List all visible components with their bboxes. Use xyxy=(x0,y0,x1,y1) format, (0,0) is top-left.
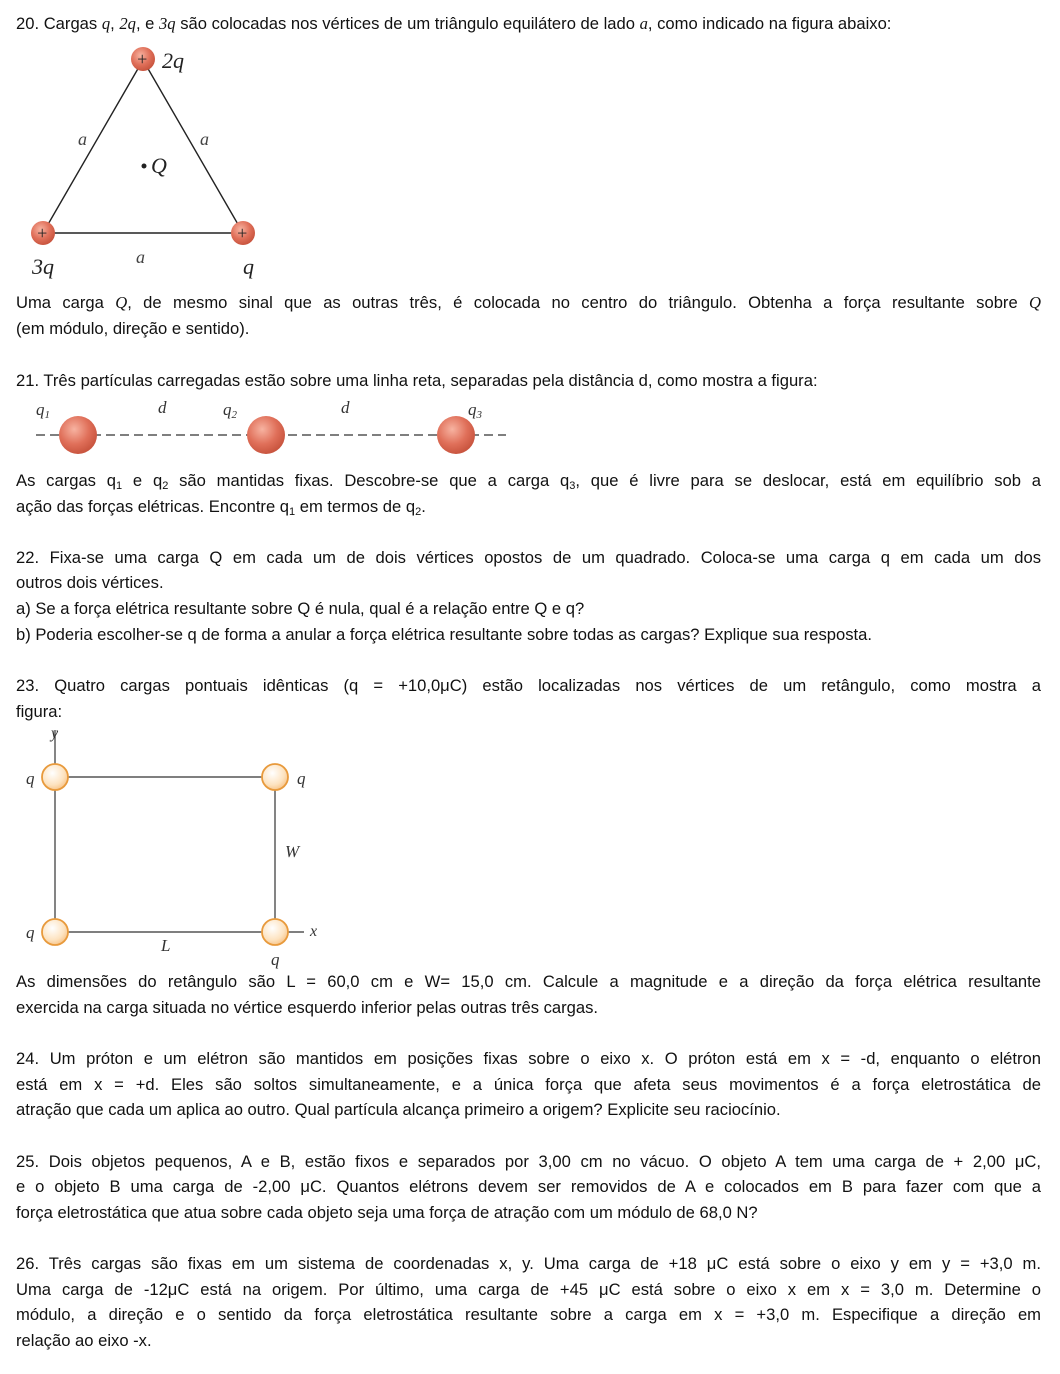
problem-20-intro xyxy=(16,11,1041,37)
problem-23-body-line1: As dimensões do retângulo são L = 60,0 cm e W= 15,0 cm. Calcule a magnitude e a direção da força elétrica resultante xyxy=(16,972,1041,991)
text: Três cargas são fixas em um sistema de coordenadas x, y. Uma carga de +18 μC está sobre o eixo y em y = +3,0 m. xyxy=(48,1254,1041,1273)
label-q-top-right: q xyxy=(297,769,306,788)
label-Q: Q xyxy=(151,153,167,178)
label-q2: q2 xyxy=(223,400,237,421)
text: , que é livre para se deslocar, está em equilíbrio sob a xyxy=(575,471,1041,490)
line-charges-figure xyxy=(16,395,516,465)
problem-24-line1 xyxy=(16,1046,1041,1072)
label-3q: 3q xyxy=(32,254,54,279)
problem-24-line2: está em x = +d. Eles são soltos simultaneamente, e a única força que afeta seus movimentos é a força eletrostática de xyxy=(16,1075,1041,1094)
text: são mantidas fixas. Descobre-se que a carga q xyxy=(168,471,570,490)
charge-q3 xyxy=(437,416,475,454)
text: , de mesmo sinal que as outras três, é colocada no centro do triângulo. Obtenha a força resultante sobre xyxy=(127,293,1030,312)
side-label-left: a xyxy=(78,129,87,149)
text: e q xyxy=(122,471,163,490)
problem-number: 24. xyxy=(16,1049,40,1068)
label-q-top-left: q xyxy=(26,769,35,788)
svg-text:+: + xyxy=(136,49,149,69)
subscript: 1 xyxy=(289,506,296,518)
problem-21-intro xyxy=(16,368,1041,394)
math-Q: Q xyxy=(115,293,128,312)
charge-bottom-left xyxy=(42,919,68,945)
problem-23-body-line2: exercida na carga situada no vértice esquerdo inferior pelas outras três cargas. xyxy=(16,998,599,1017)
distance-label-1: d xyxy=(158,398,167,417)
center-point xyxy=(142,164,147,169)
problem-23-line2: figura: xyxy=(16,702,63,721)
text: . xyxy=(421,497,426,516)
text: Um próton e um elétron são mantidos em posições fixas sobre o eixo x. O próton está em x = -d, enquanto o elétron xyxy=(49,1049,1041,1068)
charge-q2 xyxy=(247,416,285,454)
problem-25-line1 xyxy=(16,1149,1041,1175)
math-2q: 2q xyxy=(119,14,136,33)
problem-26-line2: Uma carga de -12μC está na origem. Por último, uma carga de +45 μC está sobre o eixo x em x = 3,0 m. Determine o xyxy=(16,1280,1041,1299)
svg-text:+: + xyxy=(36,223,49,243)
problem-25-line3: força eletrostática que atua sobre cada objeto seja uma força de atração com um módulo de 68,0 N? xyxy=(16,1203,758,1222)
text: são colocadas nos vértices de um triângulo equilátero de lado xyxy=(175,14,640,33)
axis-y-label: y xyxy=(51,725,59,742)
problem-21-body-line2 xyxy=(16,494,1041,520)
text: em termos de q xyxy=(295,497,416,516)
problem-20-body xyxy=(16,290,1041,316)
problem-26-line4: relação ao eixo -x. xyxy=(16,1331,152,1350)
rectangle-figure xyxy=(16,722,346,972)
problem-22-line2: outros dois vértices. xyxy=(16,573,164,592)
text: Três partículas carregadas estão sobre uma linha reta, separadas pela distância d, como mostra a figura: xyxy=(43,371,818,390)
text: Fixa-se uma carga Q em cada um de dois vértices opostos de um quadrado. Coloca-se uma carga q em cada um dos xyxy=(49,548,1041,567)
problem-number: 22. xyxy=(16,548,40,567)
label-q1: q1 xyxy=(36,400,50,421)
label-L: L xyxy=(161,936,171,955)
text: , como indicado na figura abaixo: xyxy=(647,14,892,33)
triangle-figure xyxy=(16,40,276,285)
text: , e xyxy=(135,14,159,33)
text: Quatro cargas pontuais idênticas (q = +10,0μC) estão localizadas nos vértices de um retângulo, como mostra a xyxy=(54,676,1041,695)
text: , xyxy=(110,14,120,33)
problem-number: 21. xyxy=(16,371,40,390)
label-q-bottom-left: q xyxy=(26,923,35,942)
charge-top-left xyxy=(42,764,68,790)
problem-22-line1 xyxy=(16,545,1041,571)
problem-24-line3: atração que cada um aplica ao outro. Qual partícula alcança primeiro a origem? Explicite seu raciocínio. xyxy=(16,1100,781,1119)
subscript: 1 xyxy=(116,480,123,492)
svg-text:+: + xyxy=(236,223,249,243)
axis-x-label: x xyxy=(310,923,318,940)
charge-left xyxy=(31,221,55,245)
problem-25-line2: e o objeto B uma carga de -2,00 μC. Quantos elétrons devem ser removidos de A e colocados em B para fazer com que a xyxy=(16,1177,1041,1196)
label-q3: q3 xyxy=(468,400,482,421)
text: ação das forças elétricas. Encontre q xyxy=(16,497,290,516)
problem-23-line1 xyxy=(16,673,1041,699)
charge-top-right xyxy=(262,764,288,790)
text: Cargas xyxy=(43,14,102,33)
label-2q: 2q xyxy=(162,48,184,73)
side-label-bottom: a xyxy=(136,247,145,267)
label-q-bottom-right: q xyxy=(271,950,280,969)
problem-20-body-line2: (em módulo, direção e sentido). xyxy=(16,319,250,338)
subscript: 3 xyxy=(569,480,576,492)
text: Dois objetos pequenos, A e B, estão fixos e separados por 3,00 cm no vácuo. O objeto A tem uma carga de + 2,00 μC, xyxy=(48,1152,1041,1171)
problem-21-body xyxy=(16,468,1041,494)
label-W: W xyxy=(285,842,300,861)
math-q: q xyxy=(101,14,111,33)
side-label-right: a xyxy=(200,129,209,149)
charge-bottom-right xyxy=(262,919,288,945)
problem-26-line1 xyxy=(16,1251,1041,1277)
problem-number: 25. xyxy=(16,1152,40,1171)
problem-number: 20. xyxy=(16,14,40,33)
label-q: q xyxy=(243,254,254,279)
subscript: 2 xyxy=(162,480,169,492)
problem-26-line3: módulo, a direção e o sentido da força eletrostática resultante sobre a carga em x = +3,0 m. Especifique a direção em xyxy=(16,1305,1041,1324)
charge-q1 xyxy=(59,416,97,454)
distance-label-2: d xyxy=(341,398,350,417)
math-Q: Q xyxy=(1029,293,1042,312)
subscript: 2 xyxy=(415,506,422,518)
math-3q: 3q xyxy=(159,14,176,33)
charge-right xyxy=(231,221,255,245)
math-a: a xyxy=(639,14,648,33)
problem-number: 26. xyxy=(16,1254,40,1273)
problem-number: 23. xyxy=(16,676,40,695)
charge-top xyxy=(131,47,155,71)
problem-22-item-b: b) Poderia escolher-se q de forma a anular a força elétrica resultante sobre todas as cargas? Explique sua resposta. xyxy=(16,625,872,644)
text: Uma carga xyxy=(16,293,116,312)
text: As cargas q xyxy=(16,471,116,490)
problem-22-item-a: a) Se a força elétrica resultante sobre Q é nula, qual é a relação entre Q e q? xyxy=(16,599,585,618)
